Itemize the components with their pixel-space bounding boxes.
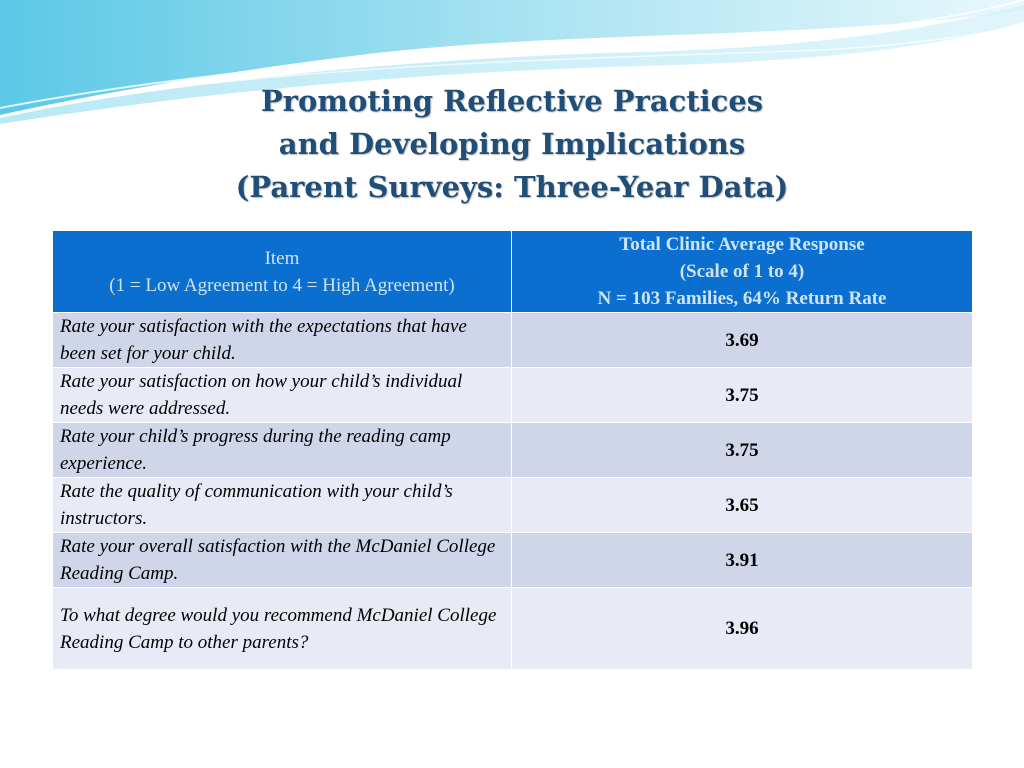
- survey-results-table: [52, 230, 973, 670]
- header-average-response: [512, 231, 973, 313]
- item-value: 3.96: [512, 588, 973, 670]
- item-text: To what degree would you recommend McDaniel College Reading Camp to other parents?: [53, 588, 512, 670]
- table-row: [53, 313, 973, 368]
- table-row: [53, 423, 973, 478]
- item-text: Rate the quality of communication with your child’s instructors.: [53, 478, 512, 533]
- header-item: [53, 231, 512, 313]
- item-value: 3.75: [512, 368, 973, 423]
- item-value: 3.69: [512, 313, 973, 368]
- table-row: [53, 588, 973, 670]
- item-value: 3.91: [512, 533, 973, 588]
- table-row: [53, 368, 973, 423]
- header-item-label: Item: [264, 247, 300, 269]
- header-item-scale: (1 = Low Agreement to 4 = High Agreement): [109, 274, 455, 296]
- header-average-scale: (Scale of 1 to 4): [679, 261, 805, 282]
- slide-title: [0, 80, 1024, 209]
- title-line-3: (Parent Surveys: Three-Year Data): [235, 170, 789, 204]
- table-header-row: [53, 231, 973, 313]
- header-average-label: Total Clinic Average Response: [619, 234, 865, 255]
- item-text: Rate your satisfaction with the expectations that have been set for your child.: [53, 313, 512, 368]
- item-value: 3.65: [512, 478, 973, 533]
- item-value: 3.75: [512, 423, 973, 478]
- item-text: Rate your child’s progress during the reading camp experience.: [53, 423, 512, 478]
- item-text: Rate your overall satisfaction with the McDaniel College Reading Camp.: [53, 533, 512, 588]
- title-line-2: and Developing Implications: [278, 127, 746, 161]
- header-average-sample: N = 103 Families, 64% Return Rate: [597, 288, 887, 309]
- title-line-1: Promoting Reflective Practices: [260, 84, 764, 118]
- table-row: [53, 478, 973, 533]
- item-text: Rate your satisfaction on how your child’s individual needs were addressed.: [53, 368, 512, 423]
- table-row: [53, 533, 973, 588]
